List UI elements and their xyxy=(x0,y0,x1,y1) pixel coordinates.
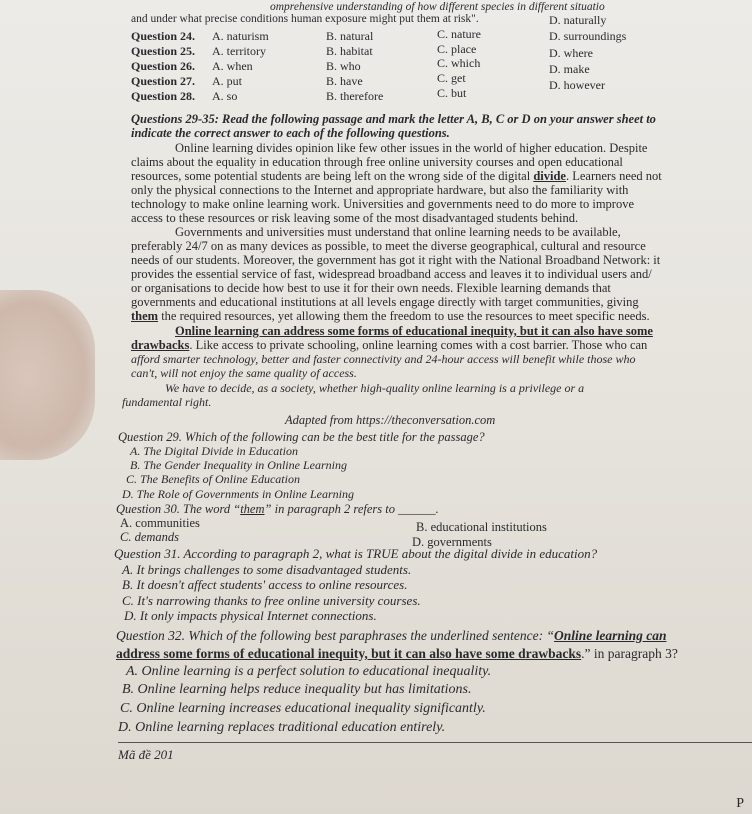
p4-line-2: fundamental right. xyxy=(122,395,212,409)
q26-label: Question 26. xyxy=(131,59,196,73)
q30-option-d[interactable]: D. governments xyxy=(412,535,492,549)
p2-line-3: needs of our students. Moreover, the government has got it right with the National Broadband Network: it xyxy=(131,253,661,267)
q28-label: Question 28. xyxy=(131,89,196,103)
q28-option-b[interactable]: B. therefore xyxy=(326,89,384,103)
q27-label: Question 27. xyxy=(131,74,196,88)
q32-stem-line-2: address some forms of educational inequity, but it can also have some drawbacks.” in paragraph 3? xyxy=(116,646,678,661)
q29-option-c[interactable]: C. The Benefits of Online Education xyxy=(126,472,300,486)
q27-option-c[interactable]: C. get xyxy=(437,71,466,85)
q32-option-b[interactable]: B. Online learning helps reduce inequality but has limitations. xyxy=(122,682,472,697)
underlined-word-them: them xyxy=(131,309,159,323)
q29-stem: Question 29. Which of the following can be the best title for the passage? xyxy=(118,430,485,444)
q30-stem: Question 30. The word “them” in paragraph 2 refers to ______. xyxy=(116,502,439,516)
q30-option-c[interactable]: C. demands xyxy=(120,530,180,544)
p1-line-6: access to these resources or risk leaving some of the most disadvantaged students behind. xyxy=(131,211,579,225)
p3-line-4: can't, will not enjoy the same quality of access. xyxy=(131,366,357,380)
q31-stem: Question 31. According to paragraph 2, what is TRUE about the digital divide in education? xyxy=(114,546,598,561)
p1-line-5: technology to make online learning work. Universities and governments need to do more to improve xyxy=(131,197,635,211)
q31-option-d[interactable]: D. It only impacts physical Internet connections. xyxy=(124,608,377,623)
p2-line-7: them the required resources, yet allowing them the freedom to use the resources to meet specific needs. xyxy=(131,309,650,323)
intro-line-1: omprehensive understanding of how different species in different situatio xyxy=(270,1,605,13)
intro-line-2: and under what precise conditions human exposure might put them at risk". xyxy=(131,13,479,25)
q24-option-a[interactable]: A. naturism xyxy=(212,29,269,43)
p3-line-3: afford smarter technology, better and faster connectivity and 24-hour access will benefit while those who xyxy=(131,352,636,366)
p2-line-5: or organisations to decide how best to use it for their own needs. Flexible learning demands that xyxy=(131,281,611,295)
q32-option-c[interactable]: C. Online learning increases educational inequality significantly. xyxy=(120,701,486,716)
q24-option-b[interactable]: B. natural xyxy=(326,29,374,43)
q24-option-c[interactable]: C. nature xyxy=(437,27,481,41)
q24-label: Question 24. xyxy=(131,29,196,43)
p2-line-4: provides the essential service of fast, widespread broadband access and leaves it to individual users and/ xyxy=(131,267,652,281)
p4-line-1: We have to decide, as a society, whether high-quality online learning is a privilege or a xyxy=(165,381,585,395)
q28-option-a[interactable]: A. so xyxy=(212,89,238,103)
p2-line-6: governments and educational institutions at all levels engage directly with target communities, giving xyxy=(131,295,639,309)
q30-option-b[interactable]: B. educational institutions xyxy=(416,520,547,534)
instruction-line-1: Questions 29-35: Read the following passage and mark the letter A, B, C or D on your answer sheet to xyxy=(131,112,656,126)
footer-divider xyxy=(118,742,752,743)
page-marker: P xyxy=(736,796,744,811)
q27-option-d[interactable]: D. make xyxy=(549,62,590,76)
p1-line-1: Online learning divides opinion like few other issues in the world of higher education. Despite xyxy=(175,141,648,155)
q31-option-a[interactable]: A. It brings challenges to some disadvantaged students. xyxy=(122,562,412,577)
thumb-shadow xyxy=(0,290,95,460)
q28-option-d[interactable]: D. however xyxy=(549,78,605,92)
p1-line-2: claims about the equality in education through free online university courses and open educational xyxy=(131,155,623,169)
q30-option-a[interactable]: A. communities xyxy=(120,516,200,530)
exam-code: Mã đề 201 xyxy=(118,747,174,762)
q29-option-d[interactable]: D. The Role of Governments in Online Learning xyxy=(122,487,354,501)
q25-option-c[interactable]: C. place xyxy=(437,42,477,56)
p3-line-2: drawbacks. Like access to private schooling, online learning comes with a cost barrier. Those who can xyxy=(131,338,648,352)
p2-line-2: preferably 24/7 on as many devices as possible, to meet the diverse geographical, cultural and resource xyxy=(131,239,646,253)
q32-option-d[interactable]: D. Online learning replaces traditional education entirely. xyxy=(118,720,446,735)
q25-label: Question 25. xyxy=(131,44,196,58)
q28-option-c[interactable]: C. but xyxy=(437,86,467,100)
passage-source: Adapted from https://theconversation.com xyxy=(285,413,496,427)
q26-option-a[interactable]: A. when xyxy=(212,59,253,73)
q25-option-d[interactable]: D. surroundings xyxy=(549,29,627,43)
p3-line-1-underlined: Online learning can address some forms of educational inequity, but it can also have some xyxy=(175,324,653,338)
p1-line-3: resources, some potential students are being left on the wrong side of the digital divide. Learners need not xyxy=(131,169,662,183)
q32-stem-line-1: Question 32. Which of the following best paraphrases the underlined sentence: “Online learning can xyxy=(116,628,667,643)
q26-option-c[interactable]: C. which xyxy=(437,56,481,70)
q31-option-b[interactable]: B. It doesn't affect students' access to online resources. xyxy=(122,577,408,592)
underlined-word-divide: divide xyxy=(533,169,566,183)
q29-option-b[interactable]: B. The Gender Inequality in Online Learning xyxy=(130,458,347,472)
q31-option-c[interactable]: C. It's narrowing thanks to free online university courses. xyxy=(122,593,421,608)
q25-option-a[interactable]: A. territory xyxy=(212,44,266,58)
p1-line-4: only the physical connections to the Internet and appropriate hardware, but also the familiarity with xyxy=(131,183,629,197)
q26-option-d[interactable]: D. where xyxy=(549,46,593,60)
q27-option-a[interactable]: A. put xyxy=(212,74,242,88)
q25-option-b[interactable]: B. habitat xyxy=(326,44,373,58)
q27-option-b[interactable]: B. have xyxy=(326,74,363,88)
q24-option-d[interactable]: D. naturally xyxy=(549,13,607,27)
q26-option-b[interactable]: B. who xyxy=(326,59,361,73)
p2-line-1: Governments and universities must understand that online learning needs to be available, xyxy=(175,225,621,239)
q32-option-a[interactable]: A. Online learning is a perfect solution to educational inequality. xyxy=(126,664,492,679)
q29-option-a[interactable]: A. The Digital Divide in Education xyxy=(130,444,298,458)
instruction-line-2: indicate the correct answer to each of the following questions. xyxy=(131,126,450,140)
